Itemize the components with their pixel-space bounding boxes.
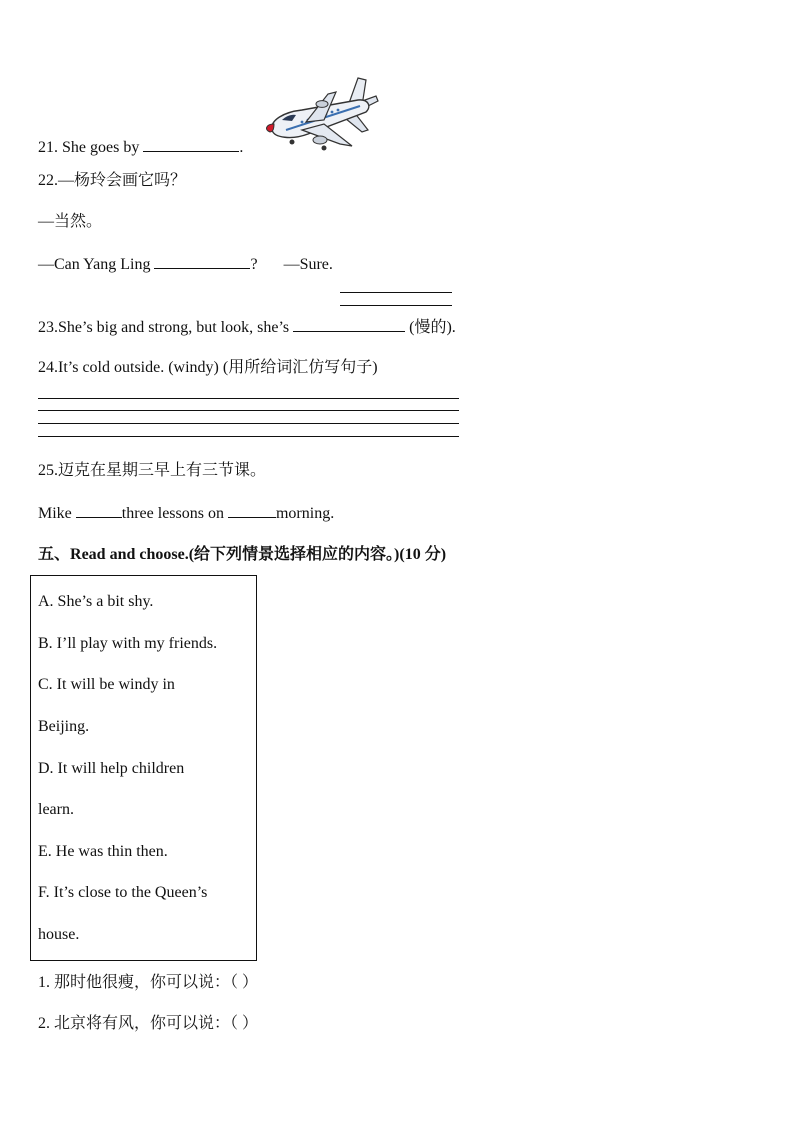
answer-blank[interactable] [293, 317, 405, 332]
question-24: 24.It’s cold outside. (windy) (用所给词汇仿写句子) [38, 359, 378, 376]
option-b: B. I’ll play with my friends. [38, 635, 218, 652]
section-5-instruction: (给下列情景选择相应的内容。)(10 分) [188, 546, 447, 563]
section-5-number: 五、 [38, 546, 71, 563]
writing-line[interactable] [38, 410, 459, 411]
question-21-text: 21. She goes by [38, 139, 140, 156]
option-c: C. It will be windy in [38, 676, 175, 693]
question-22-line2: —当然。 [38, 213, 103, 230]
question-22-qmark: ? [250, 256, 258, 273]
option-c-continued: Beijing. [38, 718, 90, 735]
choice-question-1[interactable]: 1. 那时他很瘦，你可以说：（ ） [38, 974, 259, 991]
answer-blank[interactable] [154, 254, 250, 269]
question-25-line2 [38, 503, 334, 524]
question-25-part2: three lessons on [121, 505, 224, 522]
option-a: A. She’s a bit shy. [38, 593, 154, 610]
airplane-illustration [262, 74, 380, 154]
question-25-line1: 25.迈克在星期三早上有三节课。 [38, 462, 267, 479]
writing-line [340, 305, 452, 306]
choice-question-2[interactable]: 2. 北京将有风，你可以说：（ ） [38, 1015, 259, 1032]
option-f: F. It’s close to the Queen’s [38, 884, 208, 901]
question-23-hint: (慢的). [409, 319, 456, 336]
question-22-line1: 22.—杨玲会画它吗？ [38, 172, 187, 189]
question-22-prefix: —Can Yang Ling [38, 256, 151, 273]
question-22-answer: —Sure. [283, 256, 333, 273]
answer-blank[interactable] [143, 137, 239, 152]
answer-blank[interactable] [228, 503, 276, 518]
section-5-title: Read and choose. [70, 546, 189, 563]
question-22-line3 [38, 254, 333, 275]
option-d-continued: learn. [38, 801, 74, 818]
question-25-part3: morning. [275, 505, 335, 522]
option-f-continued: house. [38, 926, 80, 943]
question-21-end: . [239, 139, 244, 156]
question-23 [38, 317, 456, 338]
section-5-heading [38, 545, 446, 565]
question-21 [38, 137, 243, 158]
writing-line[interactable] [38, 423, 459, 424]
writing-line[interactable] [38, 398, 459, 399]
question-25-part1: Mike [38, 505, 72, 522]
question-23-text: 23.She’s big and strong, but look, she’s [38, 319, 290, 336]
option-d: D. It will help children [38, 760, 185, 777]
answer-blank[interactable] [76, 503, 122, 518]
option-e: E. He was thin then. [38, 843, 168, 860]
writing-line [340, 292, 452, 293]
writing-line[interactable] [38, 436, 459, 437]
